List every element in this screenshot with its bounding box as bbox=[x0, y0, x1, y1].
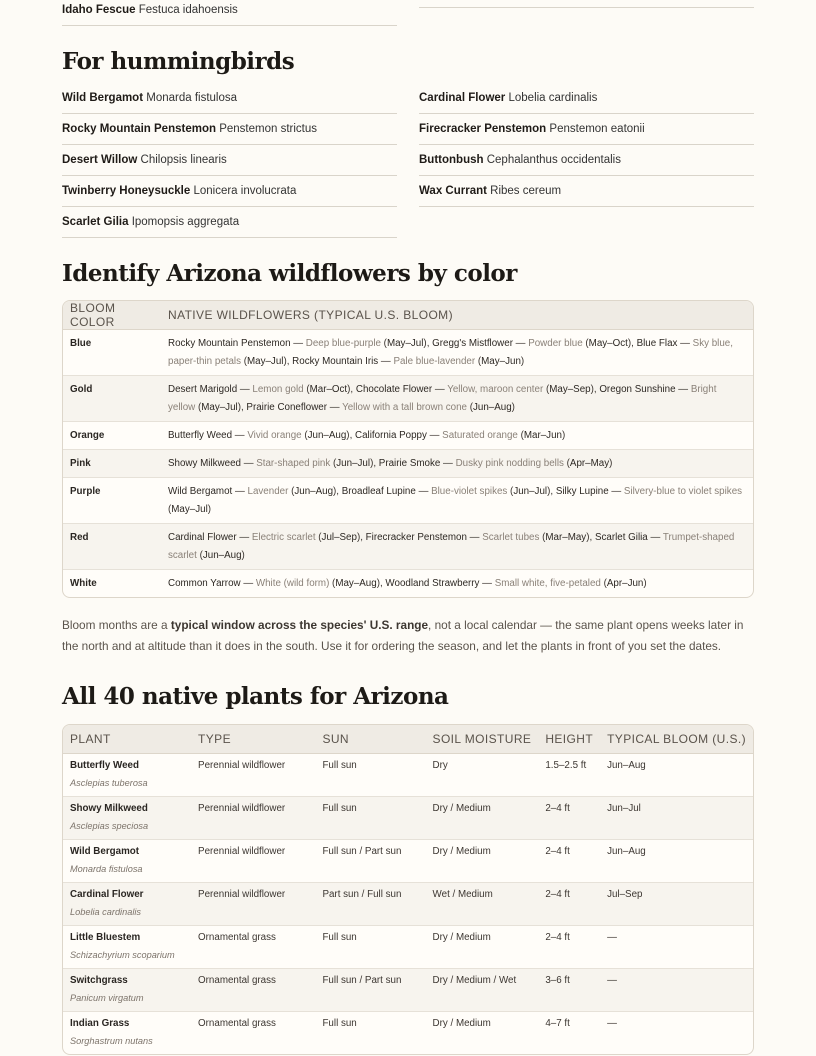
wildflower-entry: Wild Bergamot — Lavender (Jun–Aug), bbox=[168, 486, 342, 497]
plant-cell bbox=[63, 969, 191, 1012]
hummingbird-list-right bbox=[419, 83, 754, 238]
table-row bbox=[63, 570, 753, 598]
wildflower-list bbox=[161, 330, 753, 376]
plant-height: 2–4 ft bbox=[538, 797, 600, 840]
plant-soil-moisture: Dry / Medium bbox=[426, 1012, 539, 1055]
bloom-months: Jun–Aug bbox=[307, 430, 347, 441]
table-row bbox=[63, 969, 753, 1012]
wildflower-name: Silky Lupine bbox=[555, 486, 609, 497]
header-bloom-color: BLOOM COLOR bbox=[63, 301, 161, 330]
plant-common-name: Showy Milkweed bbox=[70, 803, 148, 814]
wildflower-entry: Rocky Mountain Penstemon — Deep blue-purple (May–Jul), bbox=[168, 338, 433, 349]
plants-table-card bbox=[62, 724, 754, 1055]
plant-soil-moisture: Dry / Medium bbox=[426, 797, 539, 840]
wildflower-name: Blue Flax bbox=[636, 338, 678, 349]
plant-scientific-name: Chilopsis linearis bbox=[140, 154, 227, 166]
wildflower-description: Star-shaped pink bbox=[256, 458, 331, 469]
wildflower-list bbox=[161, 450, 753, 478]
plant-type: Ornamental grass bbox=[191, 1012, 315, 1055]
plant-common-name: Cardinal Flower bbox=[419, 92, 506, 104]
color-table-card bbox=[62, 300, 754, 598]
plant-common-name: Desert Willow bbox=[62, 154, 138, 166]
bloom-months: Jun–Jul bbox=[336, 458, 371, 469]
bloom-months: Apr–Jun bbox=[606, 578, 644, 589]
plant-scientific-name: Lobelia cardinalis bbox=[70, 907, 141, 917]
plant-bloom: — bbox=[600, 1012, 753, 1055]
plant-common-name: Little Bluestem bbox=[70, 932, 141, 943]
plant-bloom: Jun–Aug bbox=[600, 840, 753, 883]
wildflower-name: Scarlet Gilia bbox=[594, 532, 648, 543]
wildflower-name: Chocolate Flower bbox=[355, 384, 433, 395]
bloom-color: Blue bbox=[63, 330, 161, 376]
header-typical-bloom: TYPICAL BLOOM (U.S.) bbox=[600, 725, 753, 754]
plant-cell bbox=[63, 797, 191, 840]
plant-height: 2–4 ft bbox=[538, 840, 600, 883]
wildflower-name: Woodland Strawberry bbox=[385, 578, 480, 589]
list-item bbox=[62, 176, 397, 207]
wildflower-name: Desert Marigold bbox=[168, 384, 238, 395]
wildflower-entry: Scarlet Gilia — Trumpet-shaped scarlet (Jun–Aug) bbox=[168, 532, 735, 561]
plants-section-heading: All 40 native plants for Arizona bbox=[62, 683, 449, 710]
bloom-color: Orange bbox=[63, 422, 161, 450]
plant-type: Perennial wildflower bbox=[191, 754, 315, 797]
wildflower-entry: Showy Milkweed — Star-shaped pink (Jun–Jul), bbox=[168, 458, 379, 469]
plant-height: 1.5–2.5 ft bbox=[538, 754, 600, 797]
list-item bbox=[62, 114, 397, 145]
wildflower-name: Rocky Mountain Iris bbox=[292, 356, 379, 367]
wildflower-entry: Prairie Smoke — Dusky pink nodding bells (Apr–May) bbox=[378, 458, 613, 469]
page bbox=[62, 0, 754, 1055]
wildflower-description: Pale blue-lavender bbox=[393, 356, 476, 367]
wildflower-name: Oregon Sunshine bbox=[599, 384, 676, 395]
plant-type: Ornamental grass bbox=[191, 926, 315, 969]
plant-common-name: Idaho Fescue bbox=[62, 4, 136, 16]
top-list-left bbox=[62, 0, 397, 26]
header-native-wildflowers: NATIVE WILDFLOWERS (TYPICAL U.S. BLOOM) bbox=[161, 301, 753, 330]
wildflower-description: Sky blue, paper-thin petals bbox=[168, 338, 733, 367]
top-plant-list bbox=[62, 0, 754, 26]
wildflower-name: Common Yarrow bbox=[168, 578, 241, 589]
bloom-months: May–Jul bbox=[246, 356, 284, 367]
bloom-months: Apr–May bbox=[569, 458, 610, 469]
plant-bloom: Jul–Sep bbox=[600, 883, 753, 926]
wildflower-entry: Blue Flax — Sky blue, paper-thin petals (May–Jul), bbox=[168, 338, 733, 367]
list-item bbox=[419, 145, 754, 176]
plant-type: Perennial wildflower bbox=[191, 883, 315, 926]
plant-soil-moisture: Wet / Medium bbox=[426, 883, 539, 926]
plant-type: Perennial wildflower bbox=[191, 797, 315, 840]
table-row bbox=[63, 376, 753, 422]
plant-soil-moisture: Dry bbox=[426, 754, 539, 797]
header-plant: PLANT bbox=[63, 725, 191, 754]
bloom-color: Purple bbox=[63, 478, 161, 524]
list-item bbox=[62, 0, 397, 26]
wildflower-description: Deep blue-purple bbox=[305, 338, 381, 349]
plant-bloom: — bbox=[600, 926, 753, 969]
plant-bloom: Jun–Jul bbox=[600, 797, 753, 840]
wildflower-name: Cardinal Flower bbox=[168, 532, 237, 543]
wildflower-entry: Butterfly Weed — Vivid orange (Jun–Aug), bbox=[168, 430, 356, 441]
plant-cell bbox=[63, 883, 191, 926]
bloom-months: Jul–Sep bbox=[321, 532, 357, 543]
color-table bbox=[63, 301, 753, 597]
plant-soil-moisture: Dry / Medium / Wet bbox=[426, 969, 539, 1012]
plant-common-name: Twinberry Honeysuckle bbox=[62, 185, 191, 197]
plant-sun: Full sun / Part sun bbox=[315, 969, 425, 1012]
color-section-heading: Identify Arizona wildflowers by color bbox=[62, 260, 517, 287]
plant-common-name: Cardinal Flower bbox=[70, 889, 144, 900]
wildflower-description: Silvery-blue to violet spikes bbox=[623, 486, 743, 497]
plant-common-name: Butterfly Weed bbox=[70, 760, 139, 771]
bloom-months: May–Jun bbox=[481, 356, 521, 367]
plant-common-name: Wild Bergamot bbox=[70, 846, 140, 857]
plant-scientific-name: Asclepias speciosa bbox=[70, 821, 149, 831]
wildflower-description: Lemon gold bbox=[252, 384, 304, 395]
table-row bbox=[63, 524, 753, 570]
wildflower-description: Trumpet-shaped scarlet bbox=[168, 532, 735, 561]
wildflower-entry: Firecracker Penstemon — Scarlet tubes (Mar–May), bbox=[365, 532, 595, 543]
plant-bloom: — bbox=[600, 969, 753, 1012]
plant-sun: Full sun bbox=[315, 1012, 425, 1055]
plant-common-name: Wax Currant bbox=[419, 185, 487, 197]
wildflower-description: Scarlet tubes bbox=[482, 532, 540, 543]
table-row bbox=[63, 450, 753, 478]
plant-scientific-name: Sorghastrum nutans bbox=[70, 1036, 153, 1046]
plant-cell bbox=[63, 840, 191, 883]
header-soil-moisture: SOIL MOISTURE bbox=[426, 725, 539, 754]
hummingbird-plant-list bbox=[62, 83, 754, 238]
list-item bbox=[62, 83, 397, 114]
wildflower-entry: Common Yarrow — White (wild form) (May–Aug), bbox=[168, 578, 386, 589]
wildflower-description: White (wild form) bbox=[255, 578, 330, 589]
bloom-months: May–Aug bbox=[335, 578, 377, 589]
plant-soil-moisture: Dry / Medium bbox=[426, 840, 539, 883]
list-item bbox=[419, 176, 754, 207]
table-row bbox=[63, 883, 753, 926]
table-row bbox=[63, 478, 753, 524]
bloom-months: Mar–Oct bbox=[309, 384, 348, 395]
bloom-color: Red bbox=[63, 524, 161, 570]
plant-scientific-name: Penstemon strictus bbox=[219, 123, 317, 135]
wildflower-name: Broadleaf Lupine bbox=[341, 486, 416, 497]
plant-sun: Part sun / Full sun bbox=[315, 883, 425, 926]
plant-sun: Full sun bbox=[315, 926, 425, 969]
plant-scientific-name: Lobelia cardinalis bbox=[508, 92, 598, 104]
list-item bbox=[419, 83, 754, 114]
wildflower-name: California Poppy bbox=[355, 430, 427, 441]
list-item bbox=[62, 207, 397, 238]
plant-scientific-name: Monarda fistulosa bbox=[146, 92, 238, 104]
plant-type: Ornamental grass bbox=[191, 969, 315, 1012]
plant-sun: Full sun bbox=[315, 754, 425, 797]
table-row bbox=[63, 1012, 753, 1055]
wildflower-description: Small white, five-petaled bbox=[494, 578, 601, 589]
plant-height: 2–4 ft bbox=[538, 883, 600, 926]
plant-soil-moisture: Dry / Medium bbox=[426, 926, 539, 969]
bloom-months: Jun–Aug bbox=[202, 550, 242, 561]
wildflower-description: Saturated orange bbox=[442, 430, 518, 441]
plant-common-name: Switchgrass bbox=[70, 975, 128, 986]
bloom-months: Jun–Aug bbox=[294, 486, 334, 497]
header-sun: SUN bbox=[315, 725, 425, 754]
table-row bbox=[63, 754, 753, 797]
wildflower-description: Vivid orange bbox=[247, 430, 302, 441]
wildflower-name: Butterfly Weed bbox=[168, 430, 233, 441]
table-row bbox=[63, 840, 753, 883]
wildflower-name: Prairie Coneflower bbox=[246, 402, 328, 413]
hummingbirds-heading: For hummingbirds bbox=[62, 48, 295, 75]
bloom-months: May–Sep bbox=[549, 384, 591, 395]
wildflower-entry: Oregon Sunshine — Bright yellow (May–Jul), bbox=[168, 384, 717, 413]
wildflower-entry: Chocolate Flower — Yellow, maroon center (May–Sep), bbox=[355, 384, 600, 395]
bloom-months: Mar–Jun bbox=[523, 430, 562, 441]
plant-common-name: Indian Grass bbox=[70, 1018, 130, 1029]
wildflower-description: Dusky pink nodding bells bbox=[455, 458, 564, 469]
wildflower-description: Electric scarlet bbox=[251, 532, 316, 543]
plant-scientific-name: Asclepias tuberosa bbox=[70, 778, 148, 788]
plant-sun: Full sun / Part sun bbox=[315, 840, 425, 883]
plant-sun: Full sun bbox=[315, 797, 425, 840]
wildflower-description: Lavender bbox=[247, 486, 289, 497]
bloom-months: May–Jul bbox=[386, 338, 424, 349]
plant-cell bbox=[63, 926, 191, 969]
wildflower-entry: California Poppy — Saturated orange (Mar–Jun) bbox=[355, 430, 566, 441]
list-item bbox=[419, 114, 754, 145]
wildflower-description: Powder blue bbox=[528, 338, 583, 349]
bloom-months: May–Jul bbox=[201, 402, 238, 413]
wildflower-name: Gregg's Mistflower bbox=[432, 338, 513, 349]
plant-scientific-name: Panicum virgatum bbox=[70, 993, 144, 1003]
table-row bbox=[63, 797, 753, 840]
plant-common-name: Scarlet Gilia bbox=[62, 216, 129, 228]
wildflower-entry: Desert Marigold — Lemon gold (Mar–Oct), bbox=[168, 384, 356, 395]
wildflower-name: Rocky Mountain Penstemon bbox=[168, 338, 291, 349]
plant-cell bbox=[63, 754, 191, 797]
wildflower-description: Bright yellow bbox=[168, 384, 717, 413]
plant-scientific-name: Schizachyrium scoparium bbox=[70, 950, 175, 960]
wildflower-list bbox=[161, 524, 753, 570]
plant-scientific-name: Monarda fistulosa bbox=[70, 864, 143, 874]
wildflower-list bbox=[161, 570, 753, 598]
header-type: TYPE bbox=[191, 725, 315, 754]
plant-common-name: Buttonbush bbox=[419, 154, 484, 166]
wildflower-description: Yellow, maroon center bbox=[447, 384, 544, 395]
plant-height: 4–7 ft bbox=[538, 1012, 600, 1055]
bloom-note-text: Bloom months are a bbox=[62, 618, 171, 632]
wildflower-description: Blue-violet spikes bbox=[431, 486, 508, 497]
plant-type: Perennial wildflower bbox=[191, 840, 315, 883]
bloom-color: White bbox=[63, 570, 161, 598]
bloom-note bbox=[62, 615, 754, 657]
top-list-right bbox=[419, 0, 754, 26]
bloom-note-text-rest: , not a local calendar — the same plant opens weeks later in the north and at altitude than it does in the south. Use it for ordering the season, and let the plants in front of you set the dates. bbox=[62, 618, 744, 653]
wildflower-entry: Silky Lupine — Silvery-blue to violet spikes (May–Jul) bbox=[168, 486, 743, 515]
plant-bloom: Jun–Aug bbox=[600, 754, 753, 797]
plant-common-name: Wild Bergamot bbox=[62, 92, 144, 104]
hummingbird-list-left bbox=[62, 83, 397, 238]
plant-cell bbox=[63, 1012, 191, 1055]
wildflower-name: Wild Bergamot bbox=[168, 486, 233, 497]
table-row bbox=[63, 330, 753, 376]
wildflower-entry: Gregg's Mistflower — Powder blue (May–Oct), bbox=[432, 338, 637, 349]
wildflower-entry: Broadleaf Lupine — Blue-violet spikes (Jun–Jul), bbox=[341, 486, 556, 497]
bloom-color: Gold bbox=[63, 376, 161, 422]
plant-scientific-name: Ipomopsis aggregata bbox=[131, 216, 240, 228]
plant-common-name: Firecracker Penstemon bbox=[419, 123, 547, 135]
wildflower-entry: Woodland Strawberry — Small white, five-petaled (Apr–Jun) bbox=[385, 578, 647, 589]
plants-table bbox=[63, 725, 753, 1054]
table-row bbox=[63, 926, 753, 969]
plant-scientific-name: Lonicera involucrata bbox=[193, 185, 297, 197]
wildflower-name: Prairie Smoke bbox=[378, 458, 441, 469]
wildflower-description: Yellow with a tall brown cone bbox=[342, 402, 467, 413]
bloom-months: Jun–Jul bbox=[513, 486, 548, 497]
wildflower-entry: Cardinal Flower — Electric scarlet (Jul–Sep), bbox=[168, 532, 366, 543]
list-item bbox=[419, 0, 754, 8]
bloom-months: May–Jul bbox=[171, 504, 208, 515]
wildflower-list bbox=[161, 422, 753, 450]
bloom-color: Pink bbox=[63, 450, 161, 478]
plant-scientific-name: Festuca idahoensis bbox=[138, 4, 238, 16]
bloom-months: May–Oct bbox=[588, 338, 628, 349]
list-item bbox=[62, 145, 397, 176]
plant-scientific-name: Penstemon eatonii bbox=[549, 123, 645, 135]
plant-scientific-name: Cephalanthus occidentalis bbox=[486, 154, 621, 166]
bloom-months: Mar–May bbox=[545, 532, 587, 543]
plant-height: 3–6 ft bbox=[538, 969, 600, 1012]
wildflower-entry: Rocky Mountain Iris — Pale blue-lavender (May–Jun) bbox=[292, 356, 525, 367]
plant-scientific-name: Ribes cereum bbox=[490, 185, 562, 197]
wildflower-entry: Prairie Coneflower — Yellow with a tall brown cone (Jun–Aug) bbox=[246, 402, 515, 413]
bloom-months: Jun–Aug bbox=[472, 402, 512, 413]
wildflower-name: Firecracker Penstemon bbox=[365, 532, 467, 543]
plant-height: 2–4 ft bbox=[538, 926, 600, 969]
bloom-note-emphasis: typical window across the species' U.S. range bbox=[170, 618, 429, 632]
header-height: HEIGHT bbox=[538, 725, 600, 754]
wildflower-name: Showy Milkweed bbox=[168, 458, 241, 469]
table-row bbox=[63, 422, 753, 450]
wildflower-list bbox=[161, 376, 753, 422]
wildflower-list bbox=[161, 478, 753, 524]
plant-common-name: Rocky Mountain Penstemon bbox=[62, 123, 216, 135]
